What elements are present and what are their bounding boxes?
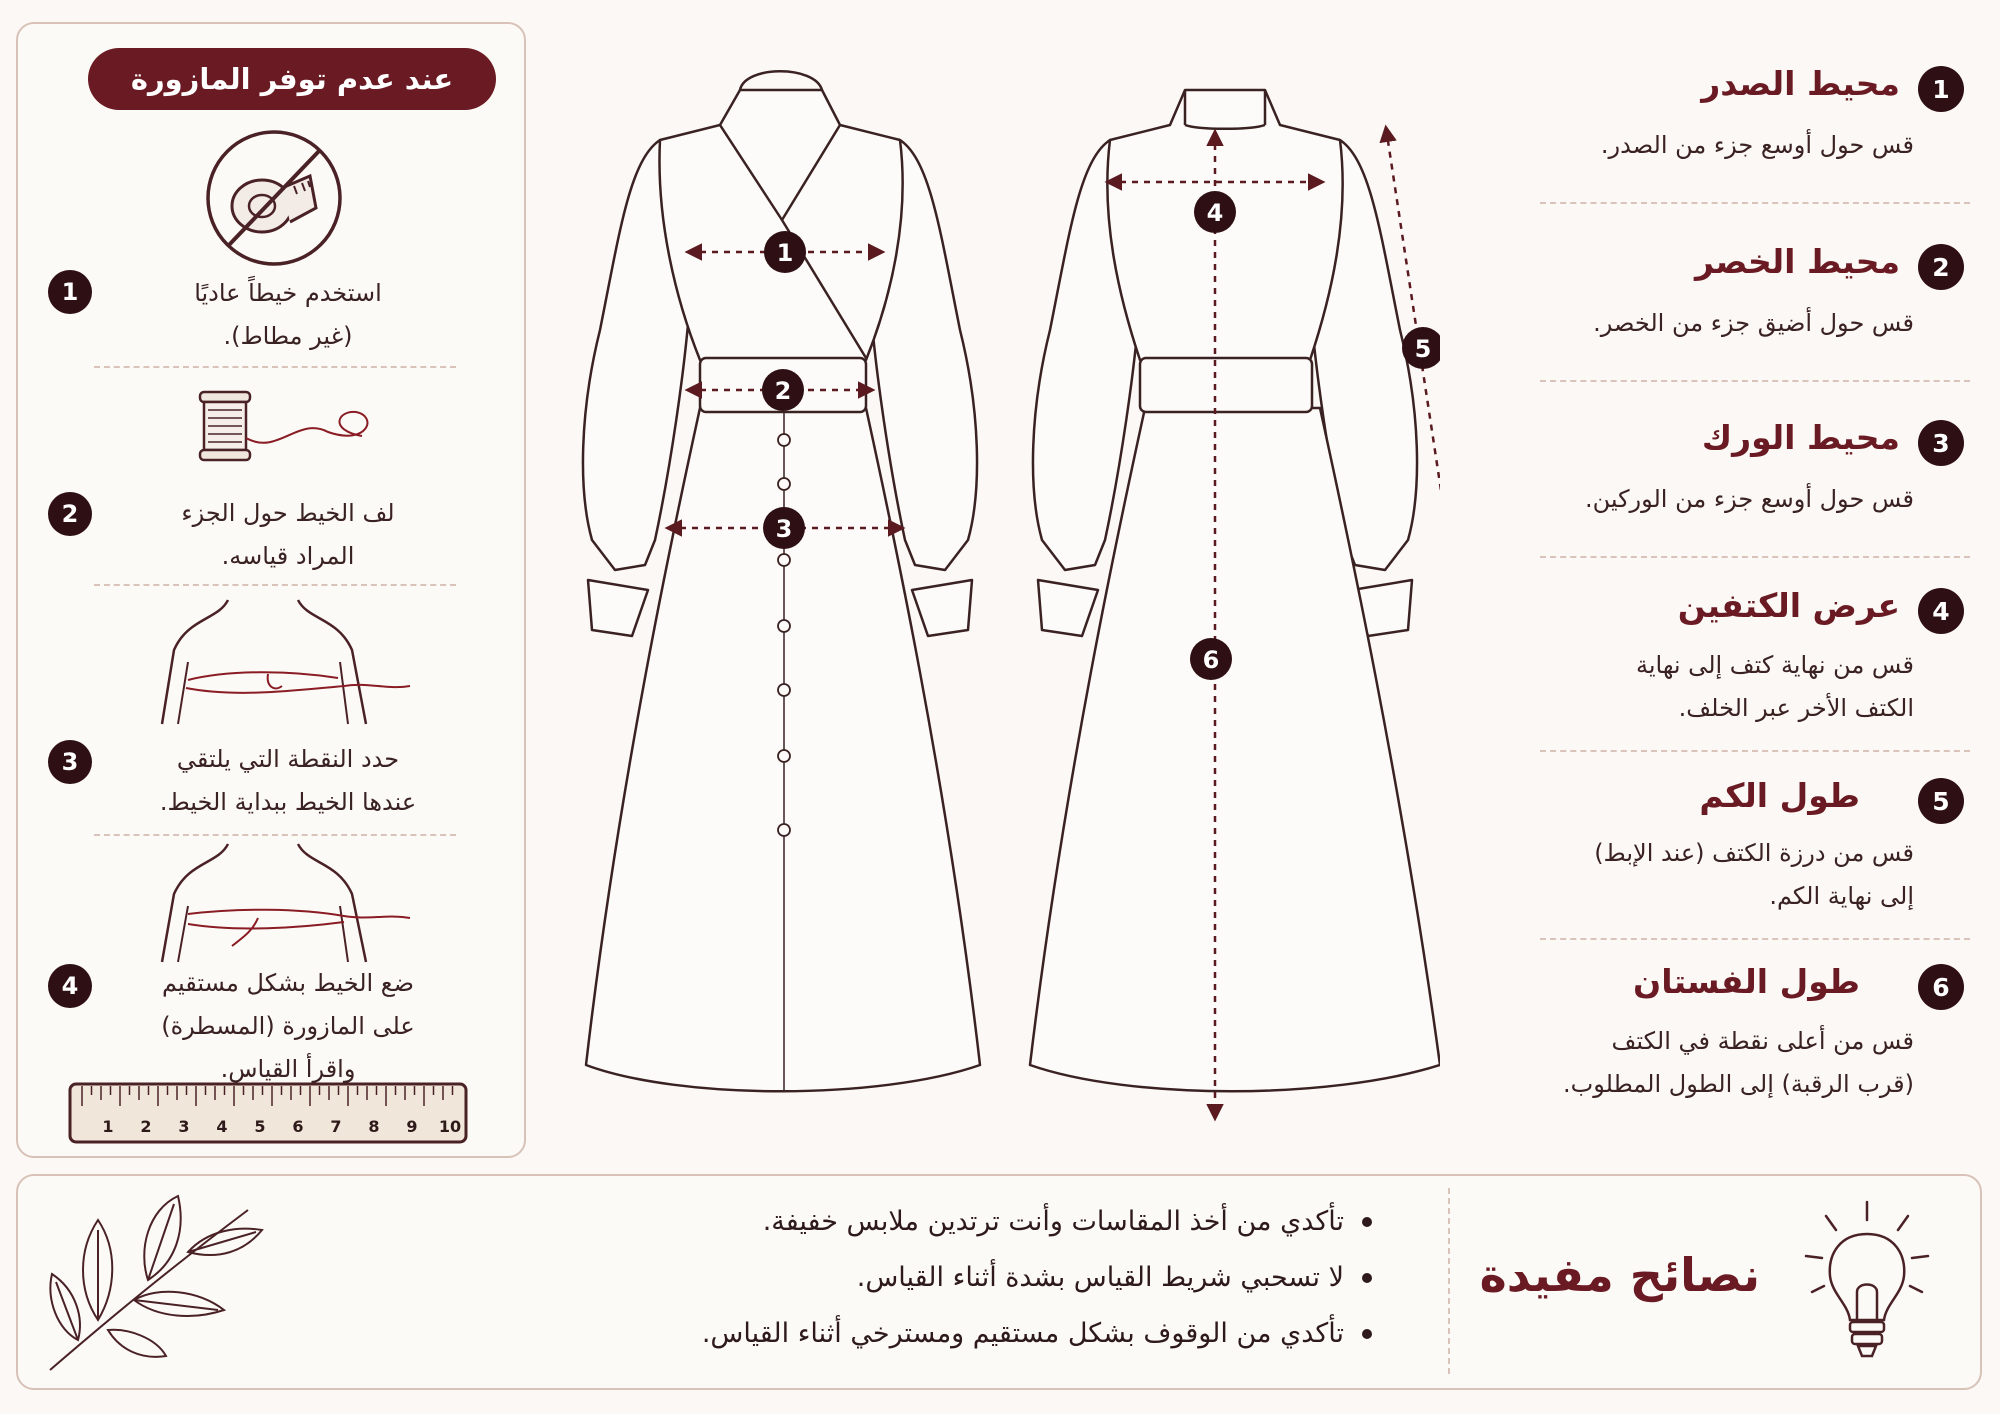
- step-4-line-1: ضع الخيط بشكل مستقيم: [162, 969, 414, 997]
- measurement-title-3: محيط الورك: [1701, 418, 1900, 457]
- svg-text:3: 3: [775, 515, 793, 543]
- dress-diagram: [560, 70, 1440, 1130]
- tip-text: لا تسحبي شريط القياس بشدة أثناء القياس.: [856, 1262, 1344, 1293]
- panel-title: عند عدم توفر المازورة: [88, 48, 496, 110]
- divider: [1540, 380, 1970, 382]
- tips-divider: [1448, 1188, 1450, 1374]
- svg-text:1: 1: [776, 239, 794, 267]
- measurement-desc-1: [1534, 124, 1914, 167]
- svg-text:4: 4: [1206, 199, 1224, 227]
- divider: [94, 584, 456, 586]
- measurement-desc-line: قس من نهاية كتف إلى نهاية: [1635, 651, 1914, 679]
- step-3-line-1: حدد النقطة التي يلتقي: [176, 745, 400, 773]
- bullet-icon: [1362, 1217, 1372, 1227]
- ruler-number: 1: [102, 1117, 114, 1136]
- measurement-desc-line: قس من أعلى نقطة في الكتف: [1611, 1027, 1914, 1055]
- ruler-number: 9: [406, 1117, 418, 1136]
- marker-6: [1190, 638, 1232, 680]
- step-3-line-2: عندها الخيط ببداية الخيط.: [159, 788, 417, 816]
- step-1-line-1: استخدم خيطاً عاديًا: [194, 279, 382, 307]
- tip-text: تأكدي من الوقوف بشكل مستقيم ومسترخي أثناء القياس.: [701, 1318, 1344, 1349]
- step-2-line-2: المراد قياسه.: [221, 542, 355, 570]
- bullet-icon: [1362, 1329, 1372, 1339]
- step-badge-2: 2: [48, 492, 92, 536]
- front-dress: [583, 71, 980, 1091]
- dress-button: [778, 684, 790, 696]
- step-4-text: [98, 962, 478, 1091]
- measurement-title-1: محيط الصدر: [1701, 64, 1900, 103]
- measurement-desc-line: الكتف الأخر عبر الخلف.: [1678, 694, 1914, 722]
- dress-button: [778, 478, 790, 490]
- measurement-title-2: محيط الخصر: [1694, 242, 1900, 281]
- measurement-title-5: طول الكم: [1699, 776, 1860, 815]
- step-2-text: [118, 492, 458, 578]
- divider: [1540, 556, 1970, 558]
- step-badge-1: 1: [48, 270, 92, 314]
- marker-1: [764, 231, 806, 273]
- measurement-desc-3: [1534, 478, 1914, 521]
- step-2-line-1: لف الخيط حول الجزء: [181, 499, 395, 527]
- step-3-text: [98, 738, 478, 824]
- divider: [1540, 750, 1970, 752]
- measurement-desc-line: قس حول أوسع جزء من الصدر.: [1600, 131, 1914, 159]
- measurement-title-4: عرض الكتفين: [1677, 586, 1900, 625]
- measurement-badge-4: 4: [1918, 588, 1964, 634]
- marker-4: [1194, 191, 1236, 233]
- svg-text:5: 5: [1414, 335, 1432, 363]
- step-badge-3: 3: [48, 740, 92, 784]
- step-1-line-2: (غير مطاط).: [223, 322, 353, 350]
- dress-button: [778, 554, 790, 566]
- step-4-line-3: واقرأ القياس.: [220, 1055, 356, 1083]
- ruler-number: 3: [178, 1117, 190, 1136]
- measurement-desc-line: إلى نهاية الكم.: [1769, 882, 1914, 910]
- no-tape-icon: [202, 126, 346, 270]
- ruler-number: 4: [216, 1117, 228, 1136]
- ruler-number: 5: [254, 1117, 266, 1136]
- step-badge-4: 4: [48, 964, 92, 1008]
- measurement-desc-line: قس من درزة الكتف (عند الإبط): [1594, 839, 1914, 867]
- measurement-badge-6: 6: [1918, 964, 1964, 1010]
- divider: [1540, 938, 1970, 940]
- ruler-number: 6: [292, 1117, 304, 1136]
- ruler-number: 10: [438, 1117, 462, 1136]
- dress-button: [778, 750, 790, 762]
- divider: [94, 834, 456, 836]
- dress-button: [778, 434, 790, 446]
- thread-spool-icon: [178, 376, 388, 486]
- svg-text:6: 6: [1202, 646, 1220, 674]
- leaf-branch-icon: [38, 1190, 268, 1380]
- tips-title: نصائح مفيدة: [1479, 1248, 1760, 1302]
- tip-item-3: [702, 1318, 1372, 1349]
- step-4-line-2: على المازورة (المسطرة): [161, 1012, 415, 1040]
- measurement-desc-line: قس حول أوسع جزء من الوركين.: [1584, 485, 1914, 513]
- measurement-badge-1: 1: [1918, 66, 1964, 112]
- dress-button: [778, 824, 790, 836]
- measurement-desc-6: [1534, 1020, 1914, 1106]
- no-tape-panel: [16, 22, 526, 1158]
- svg-text:2: 2: [774, 377, 792, 405]
- ruler-number: 7: [330, 1117, 342, 1136]
- measurement-title-6: طول الفستان: [1633, 962, 1860, 1001]
- tips-panel: [16, 1174, 1982, 1390]
- measurement-badge-5: 5: [1918, 778, 1964, 824]
- measurement-desc-4: [1534, 644, 1914, 730]
- marker-3: [763, 507, 805, 549]
- measurement-desc-line: (قرب الرقبة) إلى الطول المطلوب.: [1563, 1070, 1914, 1098]
- divider: [1540, 202, 1970, 204]
- measurement-desc-2: [1534, 302, 1914, 345]
- divider: [94, 366, 456, 368]
- measurement-list: [1540, 60, 1970, 1120]
- ruler-icon: [68, 1080, 488, 1150]
- measurement-badge-3: 3: [1918, 420, 1964, 466]
- tip-item-2: [857, 1262, 1372, 1293]
- bullet-icon: [1362, 1273, 1372, 1283]
- step-1-text: [118, 272, 458, 358]
- dress-button: [778, 620, 790, 632]
- light-bulb-icon: [1802, 1196, 1932, 1366]
- measurement-badge-2: 2: [1918, 244, 1964, 290]
- ruler-number: 2: [140, 1117, 152, 1136]
- tip-item-1: [763, 1206, 1372, 1237]
- body-thread-wrap-icon: [148, 590, 428, 730]
- back-dress: [1030, 90, 1440, 1091]
- tip-text: تأكدي من أخذ المقاسات وأنت ترتدين ملابس خفيفة.: [762, 1206, 1344, 1237]
- marker-2: [762, 369, 804, 411]
- body-thread-ruler-icon: [148, 838, 428, 968]
- measurement-desc-5: [1534, 832, 1914, 918]
- measurement-desc-line: قس حول أضيق جزء من الخصر.: [1593, 309, 1914, 337]
- ruler-number: 8: [368, 1117, 380, 1136]
